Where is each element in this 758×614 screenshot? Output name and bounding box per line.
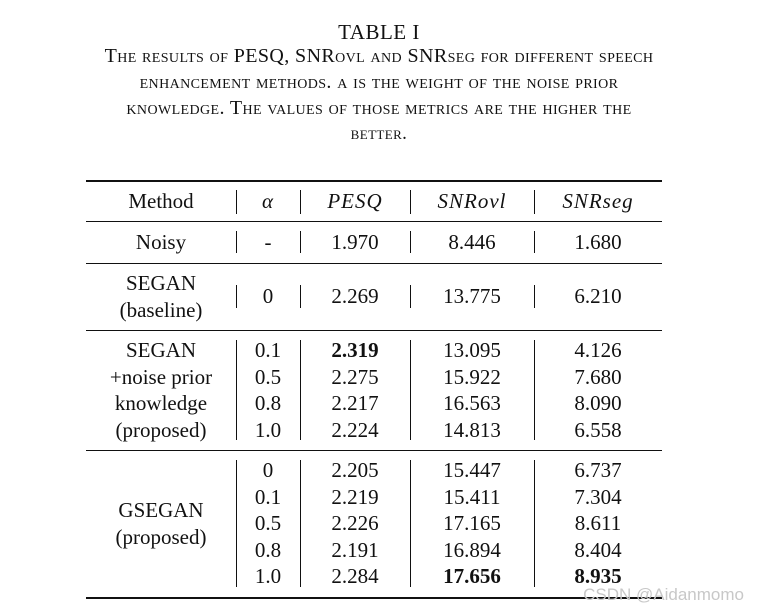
cell-alpha: 0.1 (254, 338, 282, 362)
method-label: (proposed) (115, 524, 207, 549)
cell-alpha: 1.0 (254, 417, 282, 442)
method-label: +noise prior (109, 364, 213, 389)
cell-snrovl: 8.446 (448, 229, 496, 254)
cell-snrseg: 8.090 (574, 391, 622, 415)
table-top-rule (86, 180, 662, 182)
method-label: SEGAN (125, 338, 196, 362)
cell-snrseg: 7.680 (574, 364, 622, 389)
method-label: (baseline) (119, 297, 203, 322)
cell-pesq: 1.970 (331, 229, 379, 254)
cell-alpha: 0.8 (254, 391, 282, 415)
cell-snrovl: 17.656 (443, 564, 501, 589)
cell-alpha: - (264, 229, 272, 254)
cell-snrovl: 15.447 (443, 458, 501, 483)
header-alpha: α (261, 189, 275, 213)
cell-snrovl: 13.095 (443, 338, 501, 362)
header-pesq: PESQ (327, 189, 383, 213)
group-rule-2 (86, 330, 662, 331)
cell-snrovl: 16.563 (443, 391, 501, 415)
cell-pesq: 2.224 (331, 417, 379, 442)
method-label: Noisy (135, 229, 187, 254)
cell-alpha: 1.0 (254, 564, 282, 589)
cell-pesq: 2.284 (331, 564, 379, 589)
cell-snrseg: 8.404 (574, 537, 622, 562)
cell-snrovl: 15.411 (443, 484, 501, 509)
table-caption-line-4: better. (350, 123, 408, 144)
cell-pesq: 2.226 (331, 511, 379, 536)
header-method: Method (128, 189, 194, 213)
watermark: CSDN @Aidanmomo (583, 585, 744, 604)
cell-pesq: 2.275 (331, 364, 379, 389)
cell-pesq: 2.191 (331, 537, 379, 562)
cell-snrovl: 14.813 (443, 417, 501, 442)
table-bottom-rule (86, 597, 662, 599)
cell-alpha: 0.8 (254, 537, 282, 562)
cell-pesq: 2.205 (331, 458, 379, 483)
method-label: GSEGAN (118, 498, 204, 522)
table-caption-title: TABLE I (338, 20, 420, 44)
header-snrovl: SNRovl (437, 189, 507, 213)
table-caption-line-1: The results of PESQ, SNRovl and SNRseg for different speech (104, 45, 654, 67)
table-caption-line-3: knowledge. The values of those metrics are the higher the (126, 97, 632, 119)
cell-snrovl: 17.165 (443, 511, 501, 536)
method-label: knowledge (114, 391, 208, 415)
cell-snrovl: 16.894 (443, 537, 501, 562)
cell-snrseg: 8.935 (574, 564, 622, 589)
cell-snrseg: 6.210 (574, 284, 622, 309)
cell-alpha: 0.1 (254, 484, 282, 509)
cell-snrovl: 15.922 (443, 364, 501, 389)
cell-alpha: 0.5 (254, 364, 282, 389)
table-caption-line-2: enhancement methods. α is the weight of the noise prior (139, 71, 619, 93)
cell-snrseg: 6.558 (574, 417, 622, 442)
cell-pesq: 2.219 (331, 484, 379, 509)
group-rule-1 (86, 263, 662, 264)
cell-snrseg: 7.304 (574, 484, 622, 509)
method-label: SEGAN (125, 271, 196, 295)
cell-alpha: 0 (262, 458, 274, 483)
cell-snrseg: 1.680 (574, 229, 622, 254)
header-rule (86, 221, 662, 222)
cell-pesq: 2.217 (331, 391, 379, 415)
cell-pesq: 2.319 (331, 338, 379, 362)
cell-pesq: 2.269 (331, 284, 379, 309)
cell-alpha: 0 (262, 284, 274, 309)
cell-snrovl: 13.775 (443, 284, 501, 309)
cell-snrseg: 6.737 (574, 458, 622, 483)
cell-snrseg: 4.126 (574, 338, 622, 362)
cell-snrseg: 8.611 (574, 511, 622, 536)
group-rule-3 (86, 450, 662, 451)
method-label: (proposed) (115, 417, 207, 442)
header-snrseg: SNRseg (562, 189, 634, 213)
cell-alpha: 0.5 (254, 511, 282, 536)
